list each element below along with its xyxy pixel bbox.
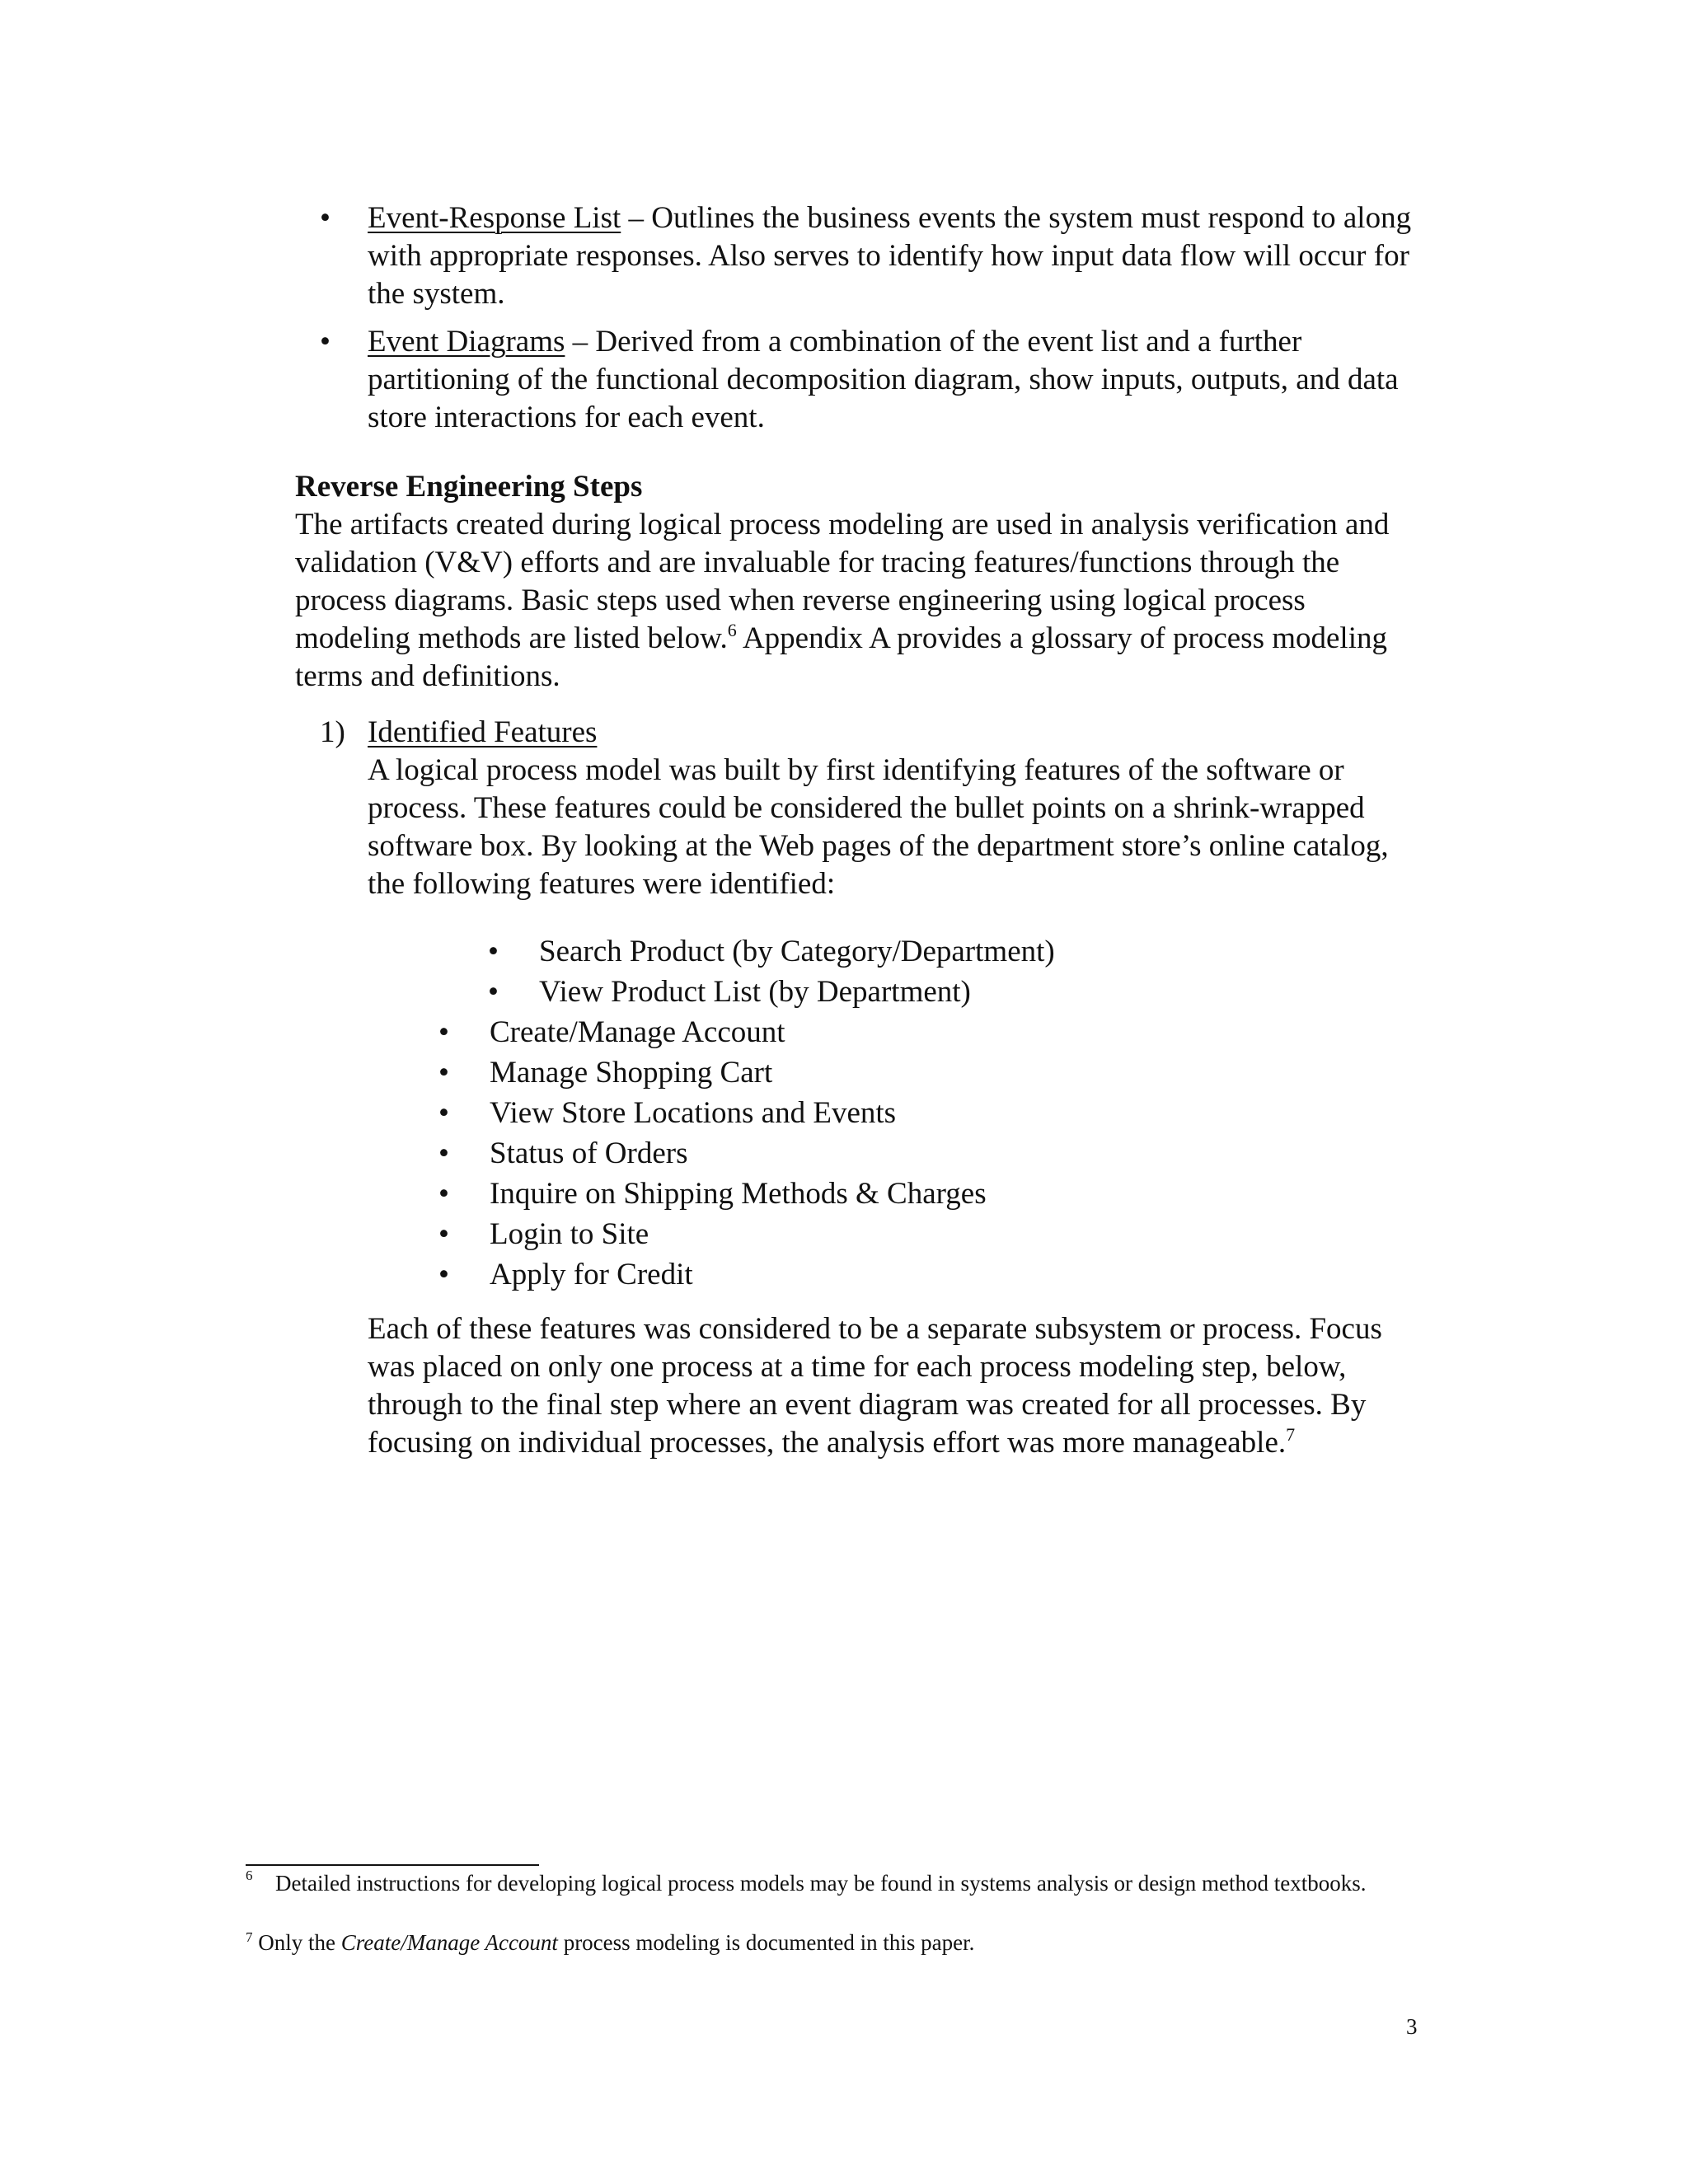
footnote-text: Detailed instructions for developing logical process models may be found in systems analysis or design method textbooks. [275,1871,1367,1896]
paragraph-text-cont: Appendix A provides a glossary of process modeling terms and definitions. [295,621,1387,693]
bullet-icon: • [438,1177,449,1211]
bullet-icon: • [438,1217,449,1251]
list-item [437,1214,1343,1254]
bullet-term: Event Diagrams [368,325,565,359]
step-number: 1) [320,715,345,749]
feature-label: Login to Site [490,1217,649,1251]
intro-bullet-list [320,199,1416,437]
list-item [437,1093,1343,1133]
list-item [437,1174,1343,1214]
footnote-ref-6: 6 [727,620,737,640]
bullet-term: Event-Response List [368,201,621,235]
footnote-text: Only the [252,1930,341,1955]
section-reverse-engineering [295,468,1424,696]
list-item [437,931,1343,972]
feature-label: Status of Orders [490,1137,688,1170]
feature-label: Manage Shopping Cart [490,1056,773,1090]
bullet-icon: • [438,1096,449,1130]
paragraph-text: The artifacts created during logical process modeling are used in analysis verification and validation (V&V) efforts and are invaluable for tracing features/functions through the process diagrams. Basic steps used when reverse engineering using logical process modeling methods are listed below. [295,508,1390,655]
bullet-icon: • [438,1137,449,1170]
feature-list [437,931,1343,1295]
list-item [437,1133,1343,1174]
bullet-icon: • [488,975,499,1009]
footnote-text-cont: process modeling is documented in this paper. [557,1930,975,1955]
footnote-7 [246,1929,1449,1957]
feature-label: View Store Locations and Events [490,1096,897,1130]
list-item [320,323,1416,437]
list-item [320,199,1416,313]
feature-label: Apply for Credit [490,1258,693,1291]
page-number: 3 [1406,2014,1418,2039]
feature-label: Inquire on Shipping Methods & Charges [490,1177,987,1211]
bullet-text: – Derived from a combination of the event list and a further partitioning of the functional decomposition diagram, show inputs, outputs, and data store interactions for each event. [368,325,1399,434]
list-item [437,972,1343,1012]
footnote-italic: Create/Manage Account [340,1930,558,1955]
step-1 [320,714,1424,903]
bullet-icon: • [320,201,331,235]
footnote-mark: 7 [246,1929,253,1945]
section-heading: Reverse Engineering Steps [295,470,643,504]
bullet-icon: • [438,1056,449,1090]
bullet-icon: • [488,935,499,968]
footnote-separator [246,1864,539,1866]
feature-label: Search Product (by Category/Department) [539,935,1055,968]
step-closing-paragraph [368,1310,1431,1462]
step-title: Identified Features [368,715,598,749]
bullet-icon: • [320,325,331,359]
footnote-6: 6 Detailed instructions for developing logical process models may be found in systems analysis or design method textbooks. [246,1869,1449,1897]
closing-text: Each of these features was considered to be a separate subsystem or process. Focus was placed on only one process at a time for each process modeling step, below, through to the final step where an event diagram was created for all processes. By focusing on individual processes, the analysis effort was more manageable. [368,1312,1382,1460]
bullet-icon: • [438,1015,449,1049]
step-intro-paragraph: A logical process model was built by first identifying features of the software or process. These features could be considered the bullet points on a shrink-wrapped software box. By looking at the Web pages of the department store’s online catalog, the following features were identified: [368,753,1389,901]
feature-label: View Product List (by Department) [539,975,971,1009]
footnote-ref-7: 7 [1286,1424,1296,1445]
section-paragraph [295,506,1424,696]
list-item [437,1012,1343,1052]
bullet-icon: • [438,1258,449,1291]
bullet-text: – Outlines the business events the system must respond to along with appropriate responses. Also serves to identify how input data flow will occur for the system. [368,201,1412,311]
list-item [437,1254,1343,1295]
list-item [437,1052,1343,1093]
feature-label: Create/Manage Account [490,1015,785,1049]
